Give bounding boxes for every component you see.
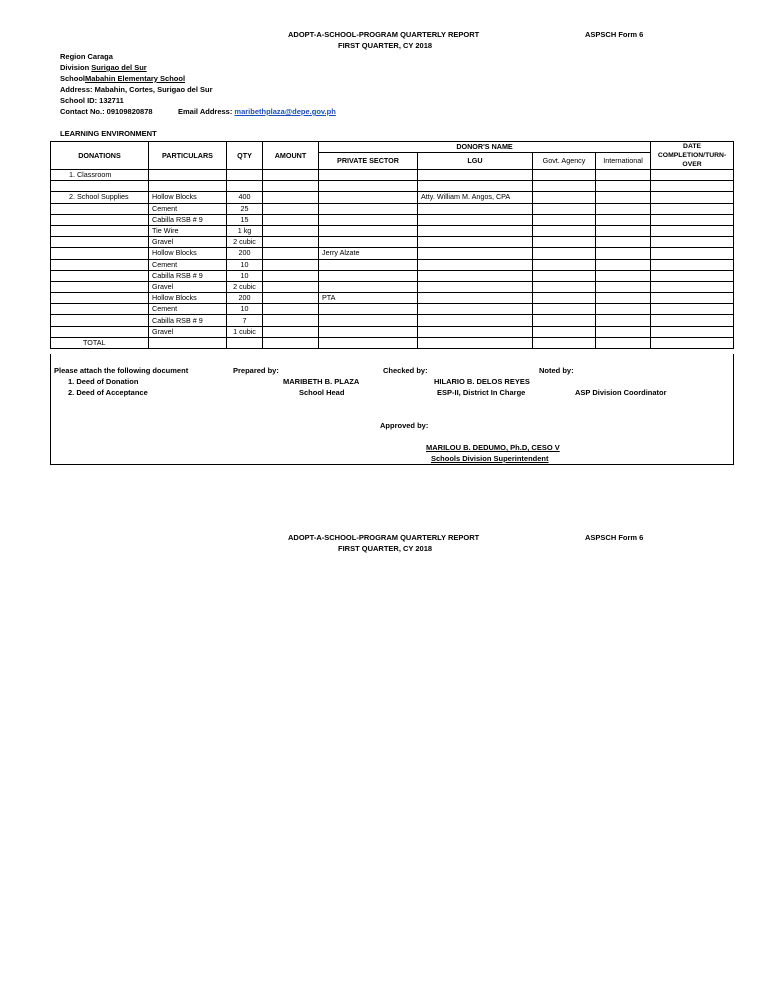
checked-by-title: ESP-II, District In Charge (437, 388, 526, 397)
table-cell-donation (51, 203, 149, 214)
table-cell-lgu (418, 270, 533, 281)
table-cell-particular: Tie Wire (149, 225, 227, 236)
table-cell-lgu (418, 170, 533, 181)
table-cell-intl (596, 315, 651, 326)
donations-table (50, 141, 734, 349)
table-cell-amount (263, 281, 319, 292)
table-cell-date (651, 326, 734, 337)
table-cell-total (596, 337, 651, 348)
table-cell-particular: Gravel (149, 326, 227, 337)
division-value: Surigao del Sur (91, 63, 147, 72)
total-label: TOTAL (51, 337, 149, 348)
table-cell-amount (263, 192, 319, 203)
table-cell-donation (51, 259, 149, 270)
page2-form-code: ASPSCH Form 6 (585, 533, 644, 542)
table-cell-lgu (418, 181, 533, 192)
table-cell-particular: Gravel (149, 237, 227, 248)
table-row (51, 259, 734, 270)
table-cell-donation (51, 181, 149, 192)
table-cell-date (651, 259, 734, 270)
approved-by-title: Schools Division Superintendent (431, 454, 549, 463)
table-cell-particular (149, 181, 227, 192)
table-cell-amount (263, 214, 319, 225)
table-cell-govt (533, 248, 596, 259)
table-cell-qty: 10 (227, 270, 263, 281)
table-cell-amount (263, 237, 319, 248)
table-cell-qty (227, 170, 263, 181)
table-cell-govt (533, 192, 596, 203)
table-cell-private: PTA (319, 293, 418, 304)
table-cell-private (319, 281, 418, 292)
table-cell-govt (533, 293, 596, 304)
table-row (51, 214, 734, 225)
table-cell-amount (263, 293, 319, 304)
table-cell-date (651, 214, 734, 225)
school-line (60, 74, 185, 83)
noted-by-title: ASP Division Coordinator (575, 388, 667, 397)
table-cell-govt (533, 270, 596, 281)
table-cell-intl (596, 281, 651, 292)
approved-by-label: Approved by: (380, 421, 429, 430)
table-row (51, 248, 734, 259)
table-cell-intl (596, 225, 651, 236)
table-cell-intl (596, 293, 651, 304)
table-cell-qty: 10 (227, 304, 263, 315)
table-cell-private: Jerry Alzate (319, 248, 418, 259)
table-row (51, 170, 734, 181)
table-cell-amount (263, 170, 319, 181)
table-cell-particular: Cement (149, 259, 227, 270)
table-cell-qty: 10 (227, 259, 263, 270)
prepared-by-label: Prepared by: (233, 366, 279, 375)
table-cell-qty: 7 (227, 315, 263, 326)
report-subtitle: FIRST QUARTER, CY 2018 (338, 41, 433, 50)
table-row (51, 192, 734, 203)
table-cell-private (319, 181, 418, 192)
table-cell-amount (263, 326, 319, 337)
table-cell-total (149, 337, 227, 348)
table-cell-particular: Hollow Blocks (149, 248, 227, 259)
table-cell-lgu (418, 225, 533, 236)
table-row (51, 225, 734, 236)
table-cell-date (651, 192, 734, 203)
table-cell-donation: 1. Classroom (51, 170, 149, 181)
table-row (51, 270, 734, 281)
table-cell-govt (533, 237, 596, 248)
table-cell-lgu (418, 281, 533, 292)
table-cell-qty: 2 cubic (227, 237, 263, 248)
table-cell-total (319, 337, 418, 348)
email-label: Email Address: (178, 107, 233, 116)
report-title: ADOPT-A-SCHOOL-PROGRAM QUARTERLY REPORT (288, 30, 480, 39)
table-cell-donation (51, 248, 149, 259)
noted-by-label: Noted by: (539, 366, 574, 375)
school-id-line: School ID: 132711 (60, 96, 124, 105)
table-cell-date (651, 315, 734, 326)
table-cell-particular (149, 170, 227, 181)
table-cell-qty: 25 (227, 203, 263, 214)
table-cell-date (651, 225, 734, 236)
email-line (178, 107, 336, 116)
contact-line: Contact No.: 09109820878 (60, 107, 153, 116)
table-cell-qty: 1 kg (227, 225, 263, 236)
table-cell-private (319, 270, 418, 281)
table-cell-lgu (418, 293, 533, 304)
table-cell-date (651, 181, 734, 192)
table-cell-total (227, 337, 263, 348)
col-donations-header: DONATIONS (51, 142, 149, 170)
table-cell-govt (533, 304, 596, 315)
section-label: LEARNING ENVIRONMENT (60, 129, 157, 138)
col-particulars-header: PARTICULARS (149, 142, 227, 170)
table-cell-date (651, 281, 734, 292)
table-cell-govt (533, 259, 596, 270)
table-cell-lgu (418, 315, 533, 326)
table-cell-date (651, 248, 734, 259)
table-cell-amount (263, 248, 319, 259)
table-cell-lgu (418, 237, 533, 248)
col-intl-header: International (596, 153, 651, 170)
table-cell-qty: 15 (227, 214, 263, 225)
table-cell-lgu (418, 259, 533, 270)
table-cell-lgu (418, 248, 533, 259)
table-cell-particular: Cabilla RSB # 9 (149, 214, 227, 225)
table-cell-private (319, 304, 418, 315)
page2-report-title: ADOPT-A-SCHOOL-PROGRAM QUARTERLY REPORT (288, 533, 480, 542)
table-cell-private (319, 170, 418, 181)
table-cell-lgu (418, 326, 533, 337)
table-row (51, 203, 734, 214)
table-cell-intl (596, 192, 651, 203)
attach-item-1: 1. Deed of Donation (68, 377, 139, 386)
table-cell-donation (51, 270, 149, 281)
table-cell-amount (263, 203, 319, 214)
table-cell-amount (263, 225, 319, 236)
table-cell-govt (533, 225, 596, 236)
table-cell-qty: 200 (227, 293, 263, 304)
page2-report-subtitle: FIRST QUARTER, CY 2018 (338, 544, 433, 553)
table-cell-govt (533, 326, 596, 337)
table-cell-lgu: Atty. William M. Angos, CPA (418, 192, 533, 203)
table-cell-private (319, 203, 418, 214)
checked-by-label: Checked by: (383, 366, 428, 375)
approved-by-name: MARILOU B. DEDUMO, Ph.D, CESO V (426, 443, 560, 452)
table-cell-date (651, 270, 734, 281)
table-cell-qty: 400 (227, 192, 263, 203)
table-row (51, 237, 734, 248)
table-cell-amount (263, 315, 319, 326)
table-cell-qty: 1 cubic (227, 326, 263, 337)
table-cell-private (319, 326, 418, 337)
table-cell-donation (51, 326, 149, 337)
table-cell-intl (596, 270, 651, 281)
email-link[interactable]: maribethplaza@depe.gov.ph (234, 107, 336, 116)
table-cell-govt (533, 315, 596, 326)
division-label: Division (60, 63, 90, 72)
table-row (51, 326, 734, 337)
address-line: Address: Mabahin, Cortes, Surigao del Sur (60, 85, 213, 94)
table-cell-intl (596, 259, 651, 270)
table-cell-total (533, 337, 596, 348)
table-row (51, 293, 734, 304)
table-cell-govt (533, 170, 596, 181)
table-cell-qty (227, 181, 263, 192)
col-private-header: PRIVATE SECTOR (319, 153, 418, 170)
table-cell-date (651, 170, 734, 181)
table-cell-particular: Cement (149, 203, 227, 214)
table-cell-qty: 2 cubic (227, 281, 263, 292)
table-cell-date (651, 293, 734, 304)
table-cell-donation (51, 315, 149, 326)
col-amount-header: AMOUNT (263, 142, 319, 170)
table-cell-amount (263, 181, 319, 192)
table-cell-lgu (418, 214, 533, 225)
form-code: ASPSCH Form 6 (585, 30, 644, 39)
table-cell-donation (51, 225, 149, 236)
table-cell-donation (51, 304, 149, 315)
attach-label: Please attach the following document (54, 366, 189, 375)
table-cell-particular: Cabilla RSB # 9 (149, 315, 227, 326)
table-cell-particular: Gravel (149, 281, 227, 292)
table-cell-private (319, 225, 418, 236)
table-row (51, 181, 734, 192)
table-cell-donation (51, 281, 149, 292)
table-cell-total (418, 337, 533, 348)
prepared-by-title: School Head (299, 388, 345, 397)
table-row (51, 304, 734, 315)
table-cell-amount (263, 304, 319, 315)
table-row (51, 315, 734, 326)
table-cell-intl (596, 304, 651, 315)
region-line: Region Caraga (60, 52, 113, 61)
table-cell-private (319, 315, 418, 326)
table-cell-amount (263, 270, 319, 281)
table-cell-lgu (418, 304, 533, 315)
col-govt-header: Govt. Agency (533, 153, 596, 170)
table-cell-intl (596, 248, 651, 259)
table-cell-intl (596, 181, 651, 192)
table-cell-private (319, 192, 418, 203)
table-cell-particular: Hollow Blocks (149, 192, 227, 203)
table-cell-donation (51, 237, 149, 248)
checked-by-name: HILARIO B. DELOS REYES (434, 377, 530, 386)
table-cell-donation (51, 214, 149, 225)
table-cell-date (651, 237, 734, 248)
table-cell-particular: Cabilla RSB # 9 (149, 270, 227, 281)
table-cell-donation (51, 293, 149, 304)
table-cell-total (263, 337, 319, 348)
table-cell-govt (533, 181, 596, 192)
col-qty-header: QTY (227, 142, 263, 170)
division-line (60, 63, 147, 72)
attach-item-2: 2. Deed of Acceptance (68, 388, 148, 397)
donors-name-header: DONOR'S NAME (319, 142, 651, 153)
table-cell-private (319, 259, 418, 270)
table-row (51, 281, 734, 292)
prepared-by-name: MARIBETH B. PLAZA (283, 377, 360, 386)
table-cell-lgu (418, 203, 533, 214)
table-cell-private (319, 214, 418, 225)
table-cell-govt (533, 214, 596, 225)
table-cell-amount (263, 259, 319, 270)
table-cell-particular: Hollow Blocks (149, 293, 227, 304)
table-cell-private (319, 237, 418, 248)
table-cell-total (651, 337, 734, 348)
school-value: Mabahin Elementary School (85, 74, 186, 83)
school-label: School (60, 74, 86, 83)
table-cell-govt (533, 281, 596, 292)
table-cell-intl (596, 214, 651, 225)
col-date-header: DATE COMPLETION/TURN-OVER (651, 142, 734, 170)
table-cell-intl (596, 326, 651, 337)
table-cell-govt (533, 203, 596, 214)
col-lgu-header: LGU (418, 153, 533, 170)
table-cell-date (651, 203, 734, 214)
table-cell-donation: 2. School Supplies (51, 192, 149, 203)
table-cell-qty: 200 (227, 248, 263, 259)
table-cell-intl (596, 203, 651, 214)
table-total-row (51, 337, 734, 348)
table-cell-intl (596, 237, 651, 248)
table-cell-particular: Cement (149, 304, 227, 315)
table-cell-date (651, 304, 734, 315)
table-cell-intl (596, 170, 651, 181)
